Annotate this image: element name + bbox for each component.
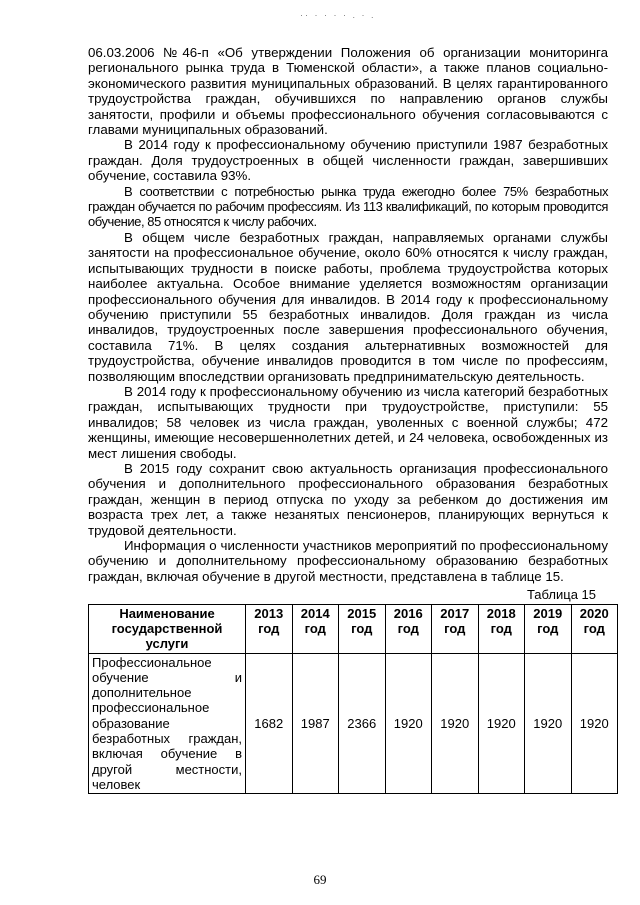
header-year: 2014 год — [292, 604, 339, 653]
table-row — [89, 653, 618, 794]
header-year: 2016 год — [385, 604, 432, 653]
header-year: 2020 год — [571, 604, 618, 653]
paragraph-categories-2014: В 2014 году к профессиональному обучению из числа категорий безработных граждан, испытывающих трудности при трудоустройстве, приступили: 55 инвалидов; 58 человек из числа граждан, уволенных с военной службы; 472 женщины, имеющие несовершеннолетних детей, и 24 человека, освобожденных из мест лишения свободы. — [88, 383, 608, 461]
header-service-name: Наименование государственной услуги — [89, 604, 246, 653]
paragraph-worker-professions: В соответствии с потребностью рынка труда ежегодно более 75% безработных граждан обучается по рабочим профессиям. Из 113 квалификаций, по которым проводится обучение, 85 относятся к числу рабочих. — [88, 183, 608, 230]
table-cell-value: 1920 — [432, 653, 479, 794]
paragraph-table-intro: Информация о численности участников мероприятий по профессиональному обучению и дополнительному профессиональному образованию безработных граждан, включая обучение в другой местности, представлена в таблице 15. — [88, 538, 608, 584]
table-cell-value: 1920 — [385, 653, 432, 794]
table-cell-value: 1920 — [525, 653, 572, 794]
paragraph-disabled-training: В общем числе безработных граждан, направляемых органами службы занятости на профессиональное обучение, около 60% относятся к числу граждан, испытывающих трудности в поиске работы, проблема трудоустройства которых наиболее актуальна. Особое внимание уделяется возможностям организации профессионального обучения для инвалидов. В 2014 году к профессиональному обучению приступили 55 безработных инвалидов. Доля граждан из числа инвалидов, трудоустроенных после завершения профессионального обучения, составила 71%. В целях создания альтернативных возможностей для трудоустройства, обучение инвалидов проводится в том числе по профессиям, позволяющим впоследствии организовать предпринимательскую деятельность. — [88, 229, 608, 384]
document-body — [88, 45, 608, 794]
table-cell-value: 1987 — [292, 653, 339, 794]
header-year: 2013 год — [246, 604, 293, 653]
paragraph-2015-plans: В 2015 году сохранит свою актуальность организация профессионального обучения и дополнительного профессионального образования безработных граждан, женщин в период отпуска по уходу за ребенком до достижения им возраста трех лет, а также незанятых пенсионеров, планирующих вернуться к трудовой деятельности. — [88, 460, 608, 538]
table-cell-value: 1682 — [246, 653, 293, 794]
header-year: 2019 год — [525, 604, 572, 653]
data-table — [88, 604, 618, 795]
header-year: 2018 год — [478, 604, 525, 653]
table-cell-value: 1920 — [478, 653, 525, 794]
table-cell-value: 1920 — [571, 653, 618, 794]
page-number: 69 — [313, 872, 327, 887]
header-year: 2017 год — [432, 604, 479, 653]
table-header-row — [89, 604, 618, 653]
header-year: 2015 год — [339, 604, 386, 653]
row-service-name: Профессиональное обучение и дополнительное профессиональное образование безработных граждан, включая обучение в другой местности, человек — [89, 653, 246, 794]
table-cell-value: 2366 — [339, 653, 386, 794]
table-caption: Таблица 15 — [526, 587, 596, 603]
scan-header-marks: ·· · · · · . · . — [300, 10, 376, 20]
paragraph-continuation: 06.03.2006 №46-п «Об утверждении Положения об организации мониторинга регионального рынка труда в Тюменской области», а также планов социально-экономического развития муниципальных образований. В целях гарантированного трудоустройства граждан, обучившихся по направлению органов службы занятости, профили и объемы профессионального обучения согласовываются с главами муниципальных образований. — [88, 45, 608, 138]
paragraph-2014-training: В 2014 году к профессиональному обучению приступили 1987 безработных граждан. Доля трудоустроенных в общей численности граждан, завершивших обучение, составила 93%. — [88, 137, 608, 184]
